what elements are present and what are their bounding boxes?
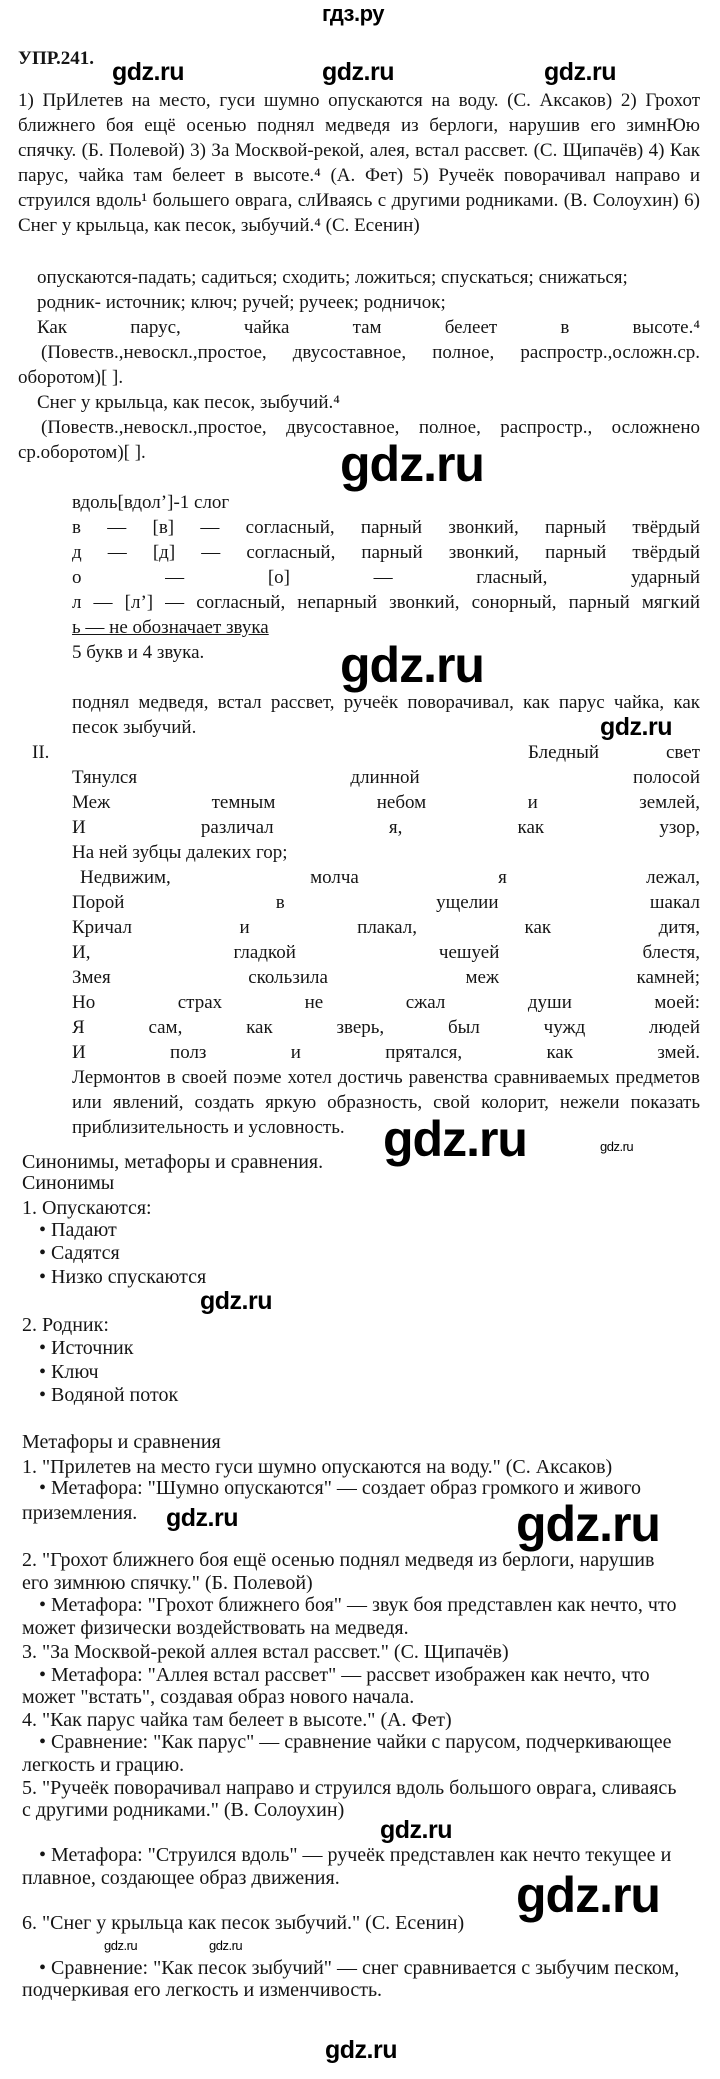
watermark: gdz.ru [112, 58, 184, 86]
analysis-heading: Синонимы, метафоры и сравнения. [22, 1151, 324, 1173]
poem-line: И различал я, как узор, [72, 817, 700, 838]
entry-quote: 4. "Как парус чайка там белеет в высоте." (А. Фет) [22, 1709, 452, 1731]
sentence-line: Как парус, чайка там белеет в высоте.⁴ [37, 317, 700, 338]
entry-note: • Метафора: "Аллея встал рассвет" — рассвет изображен как нечто, что [39, 1664, 650, 1686]
poem-line: Я сам, как зверь, был чужд людей [72, 1017, 700, 1038]
poem-line: Кричал и плакал, как дитя, [72, 917, 700, 938]
analysis-line: оборотом)[ ]. [18, 367, 124, 388]
watermark: gdz.ru [383, 1111, 527, 1167]
paragraph-line: 1) ПрИлетев на место, гуси шумно опускаются на воду. (С. Аксаков) 2) Грохот [18, 90, 700, 111]
entry-note: может "встать", создавая образ нового начала. [22, 1686, 415, 1708]
phonetic-word: вдоль[вдол’]-1 слог [72, 492, 230, 513]
paragraph-line: струился вдоль¹ большего оврага, слИваясь с другими родниками. (В. Солоухин) 6) [18, 190, 700, 211]
predicates-line: песок зыбучий. [72, 717, 197, 738]
watermark: gdz.ru [166, 1504, 238, 1532]
phonetic-row: в — [в] — согласный, парный звонкий, парный твёрдый [72, 517, 700, 538]
watermark: gdz.ru [104, 1938, 138, 1953]
poem-line: Меж темным небом и землей, [72, 792, 700, 813]
poem-line: Но страх не сжал души моей: [72, 992, 700, 1013]
entry-note: может физически воздействовать на медведя. [22, 1617, 409, 1639]
watermark: gdz.ru [380, 1816, 452, 1844]
synonym-item: • Садятся [39, 1242, 120, 1264]
analysis-line: (Повеств.,невоскл.,простое, двусоставное, полное, распростр.,осложн.ср. [41, 342, 700, 363]
paragraph-line: Снег у крыльца, как песок, зыбучий.⁴ (С. Есенин) [18, 215, 420, 236]
entry-note: • Метафора: "Шумно опускаются" — создает образ громкого и живого [39, 1477, 642, 1499]
site-header-logo[interactable]: гдз.ру [322, 1, 384, 26]
entry-note: приземления. [22, 1502, 138, 1524]
poem-line: И полз и прятался, как змей. [72, 1042, 700, 1063]
paragraph-line: ближнего боя ещё осенью поднял медведя из берлоги, нарушив его зимнЮю [18, 115, 700, 136]
synonym-item: • Источник [39, 1337, 134, 1359]
poem-line: Тянулся длинной полосой [72, 767, 700, 788]
predicates-line: поднял медведя, встал рассвет, ручеёк поворачивал, как парус чайка, как [72, 692, 700, 713]
entry-note: легкость и грацию. [22, 1754, 185, 1776]
watermark: gdz.ru [325, 2036, 397, 2064]
watermark: gdz.ru [209, 1938, 243, 1953]
entry-note: • Сравнение: "Как песок зыбучий" — снег сравнивается с зыбучим песком, [39, 1957, 680, 1979]
watermark: gdz.ru [322, 58, 394, 86]
analysis-line: ср.оборотом)[ ]. [18, 442, 146, 463]
poem-line: На ней зубцы далеких гор; [72, 842, 288, 863]
conclusion-line: или явлений, создать яркую образность, свой колорит, нежели показать [72, 1092, 700, 1113]
entry-note: • Сравнение: "Как парус" — сравнение чайки с парусом, подчеркивающее [39, 1731, 672, 1753]
entry-quote: 3. "За Москвой-рекой аллея встал рассвет." (С. Щипачёв) [22, 1641, 509, 1663]
synonym-item: • Водяной поток [39, 1384, 179, 1406]
synonyms-line: опускаются-падать; садиться; сходить; ложиться; спускаться; снижаться; [37, 267, 628, 288]
exercise-title: УПР.241. [18, 48, 94, 69]
watermark: gdz.ru [340, 436, 484, 492]
poem-line: Порой в ущелии шакал [72, 892, 700, 913]
watermark: gdz.ru [544, 58, 616, 86]
synonyms-line: родник- источник; ключ; ручей; ручеек; родничок; [37, 292, 446, 313]
paragraph-line: спячку. (Б. Полевой) 3) За Москвой-рекой, алея, встал рассвет. (С. Щипачёв) 4) Как [18, 140, 700, 161]
entry-quote: 2. "Грохот ближнего боя ещё осенью поднял медведя из берлоги, нарушив [22, 1549, 655, 1571]
phonetic-soft-sign: ь — не обозначает звука [72, 617, 269, 638]
watermark: gdz.ru [600, 713, 672, 741]
phonetic-summary: 5 букв и 4 звука. [72, 642, 205, 663]
watermark: gdz.ru [516, 1867, 660, 1923]
synonym-group-title: 2. Родник: [22, 1314, 109, 1336]
poem-line: Бледный свет [528, 742, 700, 763]
watermark: gdz.ru [516, 1496, 660, 1552]
watermark: gdz.ru [340, 637, 484, 693]
phonetic-row: л — [л’] — согласный, непарный звонкий, сонорный, парный мягкий [72, 592, 700, 613]
metaphors-title: Метафоры и сравнения [22, 1431, 221, 1453]
entry-quote: его зимнюю спячку." (Б. Полевой) [22, 1572, 313, 1594]
phonetic-row: о — [о] — гласный, ударный [72, 567, 700, 588]
poem-line: Недвижим, молча я лежал, [80, 867, 700, 888]
conclusion-line: приблизительность и условность. [72, 1117, 345, 1138]
part-label: II. [32, 742, 50, 763]
entry-note: • Метафора: "Струился вдоль" — ручеёк представлен как нечто текущее и [39, 1844, 672, 1866]
watermark: gdz.ru [200, 1287, 272, 1315]
poem-line: И, гладкой чешуей блестя, [72, 942, 700, 963]
watermark: gdz.ru [600, 1139, 634, 1154]
poem-line: Змея скользила меж камней; [72, 967, 700, 988]
analysis-line: (Повеств.,невоскл.,простое, двусоставное, полное, распростр., осложнено [41, 417, 700, 438]
conclusion-line: Лермонтов в своей поэме хотел достичь равенства сравниваемых предметов [72, 1067, 700, 1088]
sentence-line: Снег у крыльца, как песок, зыбучий.⁴ [37, 392, 340, 413]
synonym-item: • Ключ [39, 1361, 99, 1383]
paragraph-line: парус, чайка там белеет в высоте.⁴ (А. Фет) 5) Ручеёк поворачивал направо и [18, 165, 700, 186]
entry-quote: 1. "Прилетев на место гуси шумно опускаются на воду." (С. Аксаков) [22, 1456, 613, 1478]
entry-quote: 6. "Снег у крыльца как песок зыбучий." (С. Есенин) [22, 1912, 465, 1934]
entry-quote: 5. "Ручеёк поворачивал направо и струился вдоль большого оврага, сливаясь [22, 1777, 677, 1799]
synonym-item: • Падают [39, 1219, 117, 1241]
entry-note: • Метафора: "Грохот ближнего боя" — звук боя представлен как нечто, что [39, 1594, 677, 1616]
entry-note: плавное, создающее образ движения. [22, 1867, 340, 1889]
entry-note: подчеркивая его легкость и изменчивость. [22, 1979, 383, 2001]
synonyms-title: Синонимы [22, 1172, 115, 1194]
phonetic-row: д — [д] — согласный, парный звонкий, парный твёрдый [72, 542, 700, 563]
synonym-item: • Низко спускаются [39, 1266, 207, 1288]
entry-quote: с другими родниками." (В. Солоухин) [22, 1799, 345, 1821]
synonym-group-title: 1. Опускаются: [22, 1197, 152, 1219]
